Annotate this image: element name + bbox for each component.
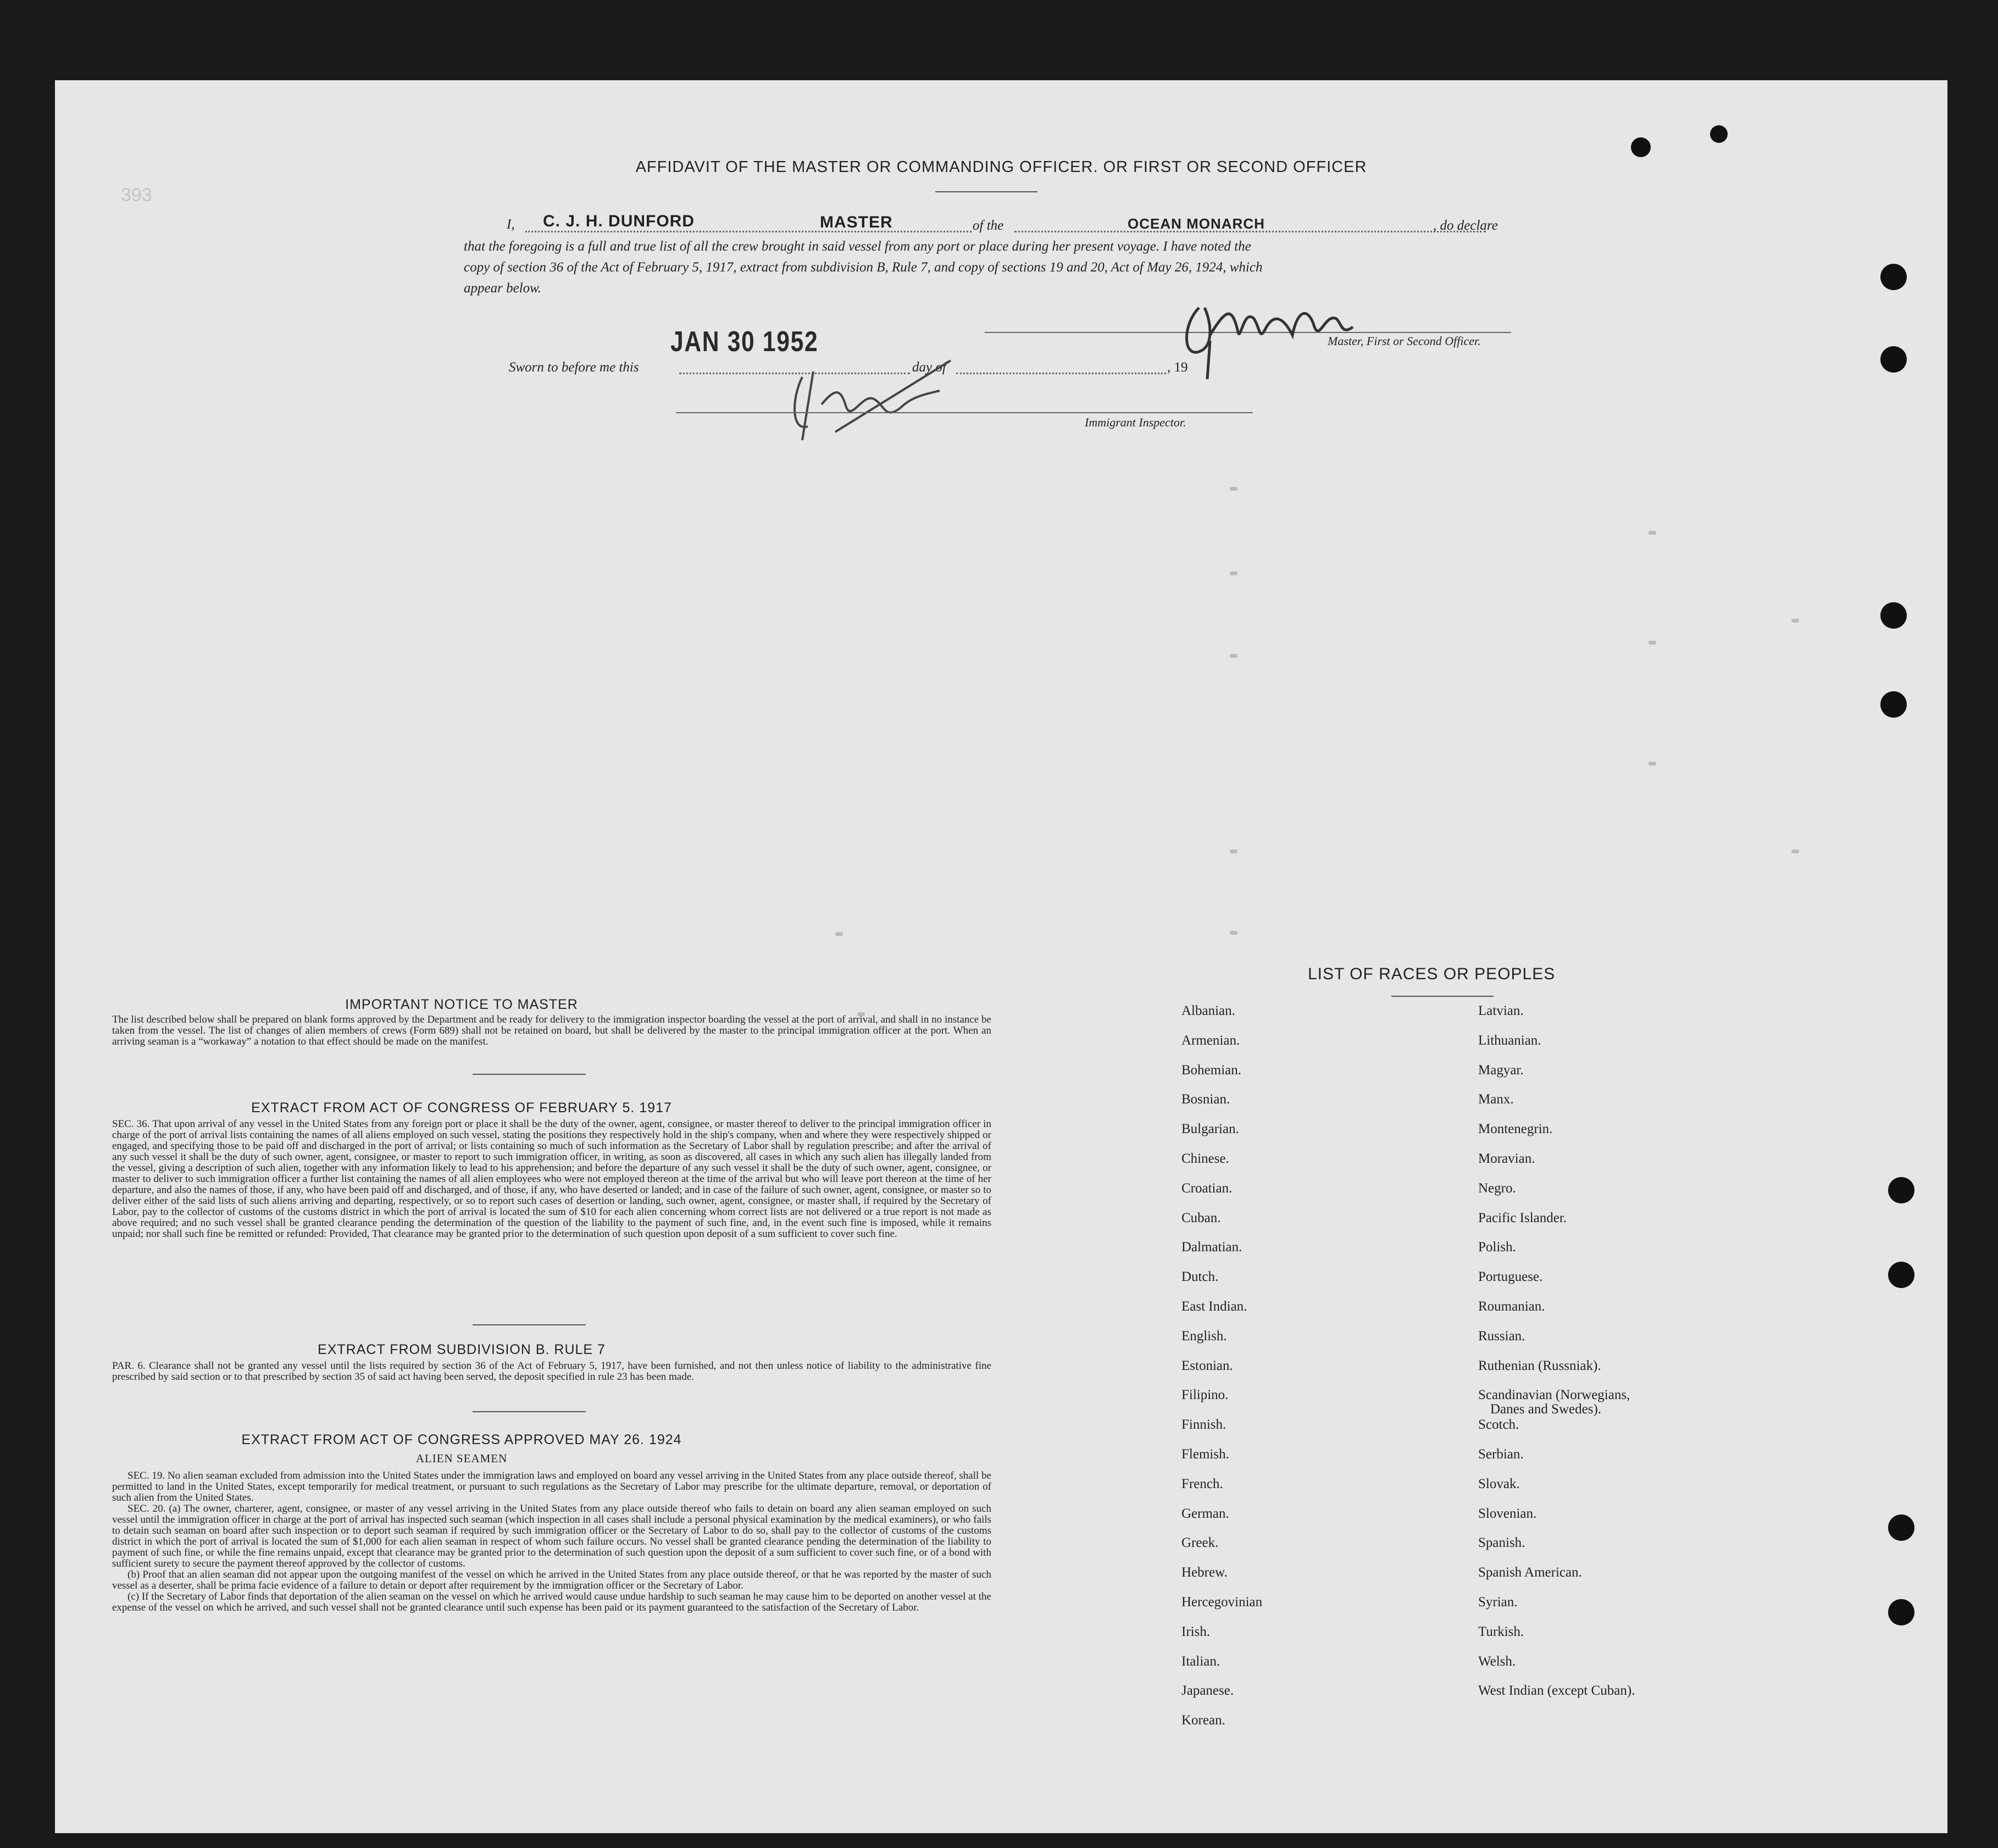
date-stamp: JAN 30 1952 (670, 326, 819, 358)
master-signature-label: Master, First or Second Officer. (1328, 334, 1481, 348)
race-item: Cuban. (1181, 1210, 1221, 1225)
race-item: West Indian (except Cuban). (1478, 1683, 1635, 1699)
race-item: Welsh. (1478, 1653, 1516, 1669)
race-item: Manx. (1478, 1092, 1514, 1107)
race-item: Montenegrin. (1478, 1122, 1553, 1137)
stray-mark: 393 (121, 185, 152, 206)
race-item: English. (1181, 1328, 1227, 1344)
master-signature (1177, 275, 1408, 385)
declaration-line-3: appear below. (464, 281, 542, 296)
document-page (55, 80, 1947, 1833)
race-item: Chinese. (1181, 1151, 1229, 1166)
notice-body: The list described below shall be prepared on blank forms approved by the Department and be ready for delivery to the immigration inspector boarding the vessel at the port of arrival, and shall in no instance be taken from the vessel. The list of changes of alien members of crews (Form 689) shall not be retained on board, but shall be delivered by the master to the principal immigration officer at the port. When an arriving seaman is a “workaway” a notation to that effect should be made on the manifest. (112, 1014, 991, 1047)
inspector-signature (769, 338, 967, 448)
declaration-line-1: that the foregoing is a full and true list of all the crew brought in said vessel from any port or place during her present voyage. I have noted the (464, 239, 1251, 254)
race-item: Moravian. (1478, 1151, 1535, 1166)
name-line (525, 231, 972, 232)
inspector-signature-line (676, 412, 1253, 413)
year-prefix: , 19 (1167, 360, 1188, 375)
race-item: Lithuanian. (1478, 1033, 1541, 1048)
race-item: Polish. (1478, 1240, 1516, 1255)
race-item: Latvian. (1478, 1003, 1524, 1018)
master-name: C. J. H. DUNFORD (543, 212, 695, 230)
race-item: East Indian. (1181, 1299, 1247, 1314)
rule-7-rule (473, 1411, 586, 1412)
sworn-month-line (956, 373, 1166, 374)
race-item: Russian. (1478, 1328, 1525, 1344)
extract-1917-body: SEC. 36. That upon arrival of any vessel in the United States from any foreign port or place it shall be the duty of the owner, agent, consignee, or master thereof to deliver to the principal immigration officer in charge of the port of arrival lists containing the names of all aliens employed on such vessel, stating the positions they respectively hold in the ship's company, when and where they were respectively shipped or engaged, and specifying those to be paid off and discharged in the port of arrival; or lists containing so much of such information as the Secretary of Labor shall by regulation prescribe; and after the arrival of any such vessel it shall be the duty of such owner, agent, consignee, or master to report to such immigration officer, in writing, as soon as discovered, all cases in which any such alien has illegally landed from the vessel, giving a description of such alien, together with any information likely to lead to his apprehension; and before the departure of any such vessel it shall be the duty of such owner, agent, consignee, or master to deliver to such immigration officer a further list containing the names of all alien employees who were not employed thereon at the time of the arrival but who will leave port thereon at the time of her departure, and also the names of those, if any, who have been paid off and discharged, and of those, if any, who have deserted or landed; and in case of the failure of such owner, agent, consignee, or master so to deliver either of the said lists of such aliens arriving and departing, respectively, or so to report such cases of desertion or landing, such owner, agent, consignee, or master shall, if required by the Secretary of Labor, pay to the collector of customs of the customs district in which the port of arrival is located the sum of $10 for each alien concerning whom correct lists are not delivered or a true report is not made as above required; and no such vessel shall be granted clearance pending the determination of the question of the liability to the payment of such fine, and, in the event such fine is imposed, while it remains unpaid; nor shall such fine be remitted or refunded: Provided, That clearance may be granted prior to the determination of such question upon deposit of a sum sufficient to cover such fine. (112, 1118, 991, 1240)
race-item: Spanish American. (1478, 1565, 1582, 1580)
race-item: Japanese. (1181, 1683, 1234, 1699)
race-item: Finnish. (1181, 1417, 1226, 1433)
title-rule (935, 191, 1037, 192)
race-item: Croatian. (1181, 1180, 1233, 1196)
race-item: Negro. (1478, 1180, 1516, 1196)
extract-1917-rule (473, 1324, 586, 1325)
race-item: German. (1181, 1506, 1229, 1521)
race-item: Greek. (1181, 1535, 1219, 1551)
extract-1924-title: EXTRACT FROM ACT OF CONGRESS APPROVED MAY 26. 1924 (241, 1432, 682, 1447)
section-19: SEC. 19. No alien seaman excluded from admission into the United States under the immigration laws and employed on board any vessel arriving in the United States from any place outside thereof, shall be permitted to land in the United States, except temporarily for medical treatment, or pursuant to such regulations as the Secretary of Labor may prescribe for the ultimate departure, removal, or deportation of such alien from the United States. (112, 1470, 991, 1503)
vessel-name: OCEAN MONARCH (1128, 215, 1265, 232)
race-item: Armenian. (1181, 1033, 1240, 1048)
race-item: Syrian. (1478, 1595, 1518, 1610)
race-item: Pacific Islander. (1478, 1210, 1567, 1225)
race-item: Hercegovinian (1181, 1595, 1263, 1610)
of-the-label: of the (973, 218, 1004, 233)
extract-1924-body (112, 1470, 991, 1613)
notice-rule (473, 1074, 586, 1075)
race-item: Bosnian. (1181, 1092, 1230, 1107)
race-item: Italian. (1181, 1653, 1220, 1669)
race-item: Bohemian. (1181, 1062, 1242, 1078)
sworn-label: Sworn to before me this (509, 360, 639, 375)
race-item: Filipino. (1181, 1388, 1229, 1403)
extract-1924-subtitle: ALIEN SEAMEN (415, 1452, 508, 1465)
race-item: Hebrew. (1181, 1565, 1228, 1580)
race-item: Scotch. (1478, 1417, 1519, 1433)
section-20-c: (c) If the Secretary of Labor finds that deportation of the alien seaman on the vessel on which he arrived would cause undue hardship to such seaman he may cause him to be deported on another vessel at the expense of the vessel on which he arrived, and such vessel shall not be granted clearance until such expense has been paid or its payment guaranteed to the satisfaction of the Secretary of Labor. (112, 1591, 991, 1613)
race-item: Scandinavian (Norwegians, (1478, 1388, 1630, 1403)
rule-7-title: EXTRACT FROM SUBDIVISION B. RULE 7 (318, 1342, 606, 1357)
race-item: Korean. (1181, 1713, 1225, 1728)
race-item: Albanian. (1181, 1003, 1235, 1018)
race-item: Estonian. (1181, 1358, 1233, 1373)
do-declare-label: , do declare (1433, 218, 1498, 233)
race-item: Turkish. (1478, 1624, 1524, 1639)
inspector-label: Immigrant Inspector. (1085, 415, 1186, 429)
affidavit-title: AFFIDAVIT OF THE MASTER OR COMMANDING OFFICER. OR FIRST OR SECOND OFFICER (635, 158, 1367, 176)
race-item: Slovenian. (1478, 1506, 1537, 1521)
declaration-line-2: copy of section 36 of the Act of February 5, 1917, extract from subdivision B, Rule 7, and copy of sections 19 and 20, Act of May 26, 1924, which (464, 260, 1263, 275)
race-item: French. (1181, 1476, 1223, 1491)
rule-7-body: PAR. 6. Clearance shall not be granted any vessel until the lists required by section 36 of the Act of February 5, 1917, have been furnished, and not then unless notice of liability to the administrative fine prescribed by said section or to that prescribed by section 35 of said act having been served, the deposit specified in rule 23 has been made. (112, 1360, 991, 1383)
race-item: Dalmatian. (1181, 1240, 1242, 1255)
affidavit-i-label: I, (507, 217, 515, 232)
master-rank: MASTER (820, 213, 893, 231)
race-item: Roumanian. (1478, 1299, 1545, 1314)
race-item: Magyar. (1478, 1062, 1524, 1078)
day-of-label: day of (912, 360, 946, 375)
notice-title: IMPORTANT NOTICE TO MASTER (345, 997, 578, 1012)
extract-1917-title: EXTRACT FROM ACT OF CONGRESS OF FEBRUARY 5. 1917 (251, 1100, 672, 1116)
race-item: Ruthenian (Russniak). (1478, 1358, 1601, 1373)
race-item: Danes and Swedes). (1490, 1402, 1602, 1417)
race-item: Serbian. (1478, 1447, 1524, 1462)
race-item: Dutch. (1181, 1269, 1219, 1285)
section-20-a: SEC. 20. (a) The owner, charterer, agent, consignee, or master of any vessel arriving in the United States from any place outside thereof who fails to detain on board any alien seaman employed on such vessel until the immigration officer in charge at the port of arrival has inspected such seaman (which inspection in all cases shall include a personal physical examination by the medical examiners), or who fails to detain such seaman on board after such inspection or to deport such seaman if required by such immigration officer or the Secretary of Labor to do so, shall pay to the collector of customs of the customs district in which the port of arrival is located the sum of $1,000 for each alien seaman in respect of whom such failure occurs. No vessel shall be granted clearance pending the determination of the liability to payment of such fine, or while the fine remains unpaid, except that clearance may be granted prior to the determination of such question upon the deposit of a sum sufficient to cover such fine, or of a bond with sufficient surety to secure the payment thereof approved by the collector of customs. (112, 1503, 991, 1569)
section-20-b: (b) Proof that an alien seaman did not appear upon the outgoing manifest of the vessel on which he arrived in the United States from any place outside thereof, or that he was reported by the master of such vessel as a deserter, shall be prima facie evidence of a failure to detain or deport after requirement by the immigration officer or the Secretary of Labor. (112, 1569, 991, 1591)
race-item: Flemish. (1181, 1447, 1229, 1462)
race-item: Portuguese. (1478, 1269, 1543, 1285)
race-item: Irish. (1181, 1624, 1211, 1639)
races-title: LIST OF RACES OR PEOPLES (1308, 965, 1556, 983)
race-item: Spanish. (1478, 1535, 1525, 1551)
races-rule (1391, 996, 1494, 997)
race-item: Bulgarian. (1181, 1122, 1239, 1137)
race-item: Slovak. (1478, 1476, 1520, 1491)
